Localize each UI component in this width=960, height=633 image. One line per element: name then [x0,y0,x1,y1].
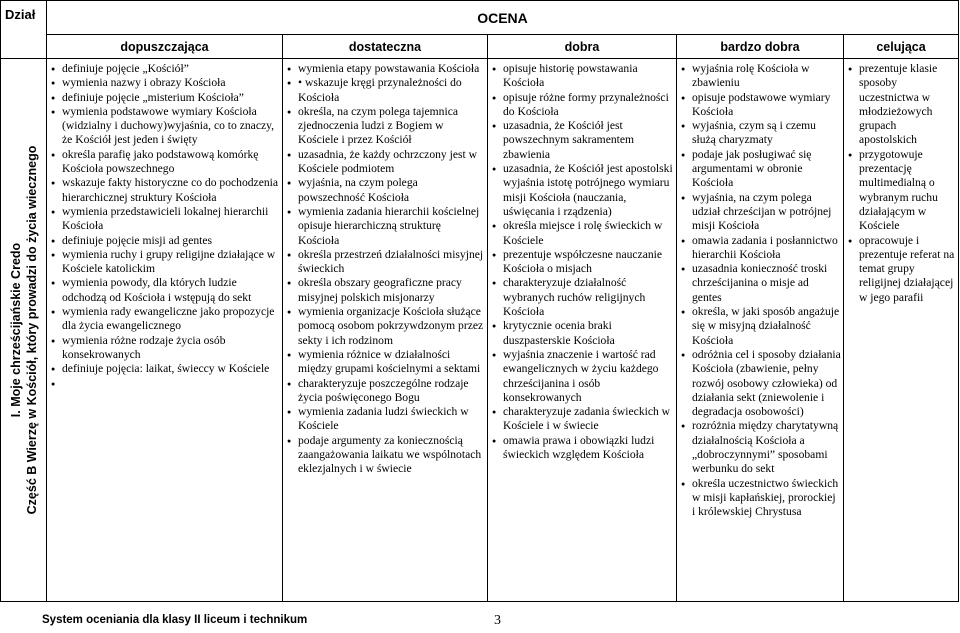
requirement-item: ● wskazuje fakty historyczne co do pochodzenia hierarchicznej struktury Kościoła [47,176,280,205]
requirement-item: ● wymienia zadania hierarchii kościelnej opisuje hierarchiczną strukturę Kościoła [283,205,485,248]
column-celujaca [844,59,959,602]
requirement-item: ● wymienia różne rodzaje życia osób konsekrowanych [47,334,280,363]
grade-header-bardzo-dobra: bardzo dobra [677,35,844,59]
header-ocena: OCENA [47,1,959,35]
requirement-item: ● prezentuje współczesne nauczanie Kościoła o misjach [488,248,674,277]
requirement-item: ● wymienia nazwy i obrazy Kościoła [47,76,280,90]
requirement-item: ● wymienia różnice w działalności między grupami kościelnymi a sektami [283,348,485,377]
footer-title: System oceniania dla klasy II liceum i technikum [42,614,308,626]
requirement-item: ● omawia zadania i posłannictwo hierarchii Kościoła [677,234,841,263]
requirement-item: ● uzasadnia, że Kościół jest apostolski wyjaśnia istotę potrójnego wymiaru misji Kościoła (nauczania, uświęcania i rządzenia) [488,162,674,219]
requirement-item: ● wymienia etapy powstawania Kościoła [283,62,485,76]
grade-header-dobra: dobra [488,35,677,59]
header-dzial: Dział [1,1,47,59]
requirement-item: ● wymienia ruchy i grupy religijne działające w Kościele katolickim [47,248,280,277]
column-dopuszczajaca [47,59,283,602]
requirement-item: ● definiuje pojęcie „Kościół” [47,62,280,76]
requirement-item: ● wymienia organizacje Kościoła służące pomocą osobom pokrzywdzonym przez sekty i ich rodzinom [283,305,485,348]
grade-header-dostateczna: dostateczna [283,35,488,59]
requirement-item: ● charakteryzuje poszczególne rodzaje życia poświęconego Bogu [283,377,485,406]
requirement-item: ● określa, na czym polega tajemnica zjednoczenia ludzi z Bogiem w Kościele i przez Kościół [283,105,485,148]
section-title: I. Moje chrześcijańskie Credo [8,242,23,418]
requirement-item: ● omawia prawa i obowiązki ludzi świeckich względem Kościoła [488,434,674,463]
requirement-item: ● opisuje historię powstawania Kościoła [488,62,674,91]
requirement-item: ● definiuje pojęcie misji ad gentes [47,234,280,248]
requirement-item: ● wyjaśnia rolę Kościoła w zbawieniu [677,62,841,91]
requirement-item: ● określa parafię jako podstawową komórkę Kościoła powszechnego [47,148,280,177]
requirement-item: ● wymienia rady ewangeliczne jako propozycje dla życia ewangelicznego [47,305,280,334]
requirement-item: ● wymienia podstawowe wymiary Kościoła (widzialny i duchowy)wyjaśnia, co to znaczy, że Kościół jest jeden i święty [47,105,280,148]
requirement-item: ● określa przestrzeń działalności misyjnej świeckich [283,248,485,277]
requirement-item: ● wyjaśnia znaczenie i wartość rad ewangelicznych w życiu każdego chrześcijanina i osób konsekrowanych [488,348,674,405]
requirement-item: ● uzasadnia konieczność troski chrześcijanina o misje ad gentes [677,262,841,305]
requirement-item: ● krytycznie ocenia braki duszpasterskie Kościoła [488,319,674,348]
section-part: Część B Wierzę w Kościół, który prowadzi do życia wiecznego [24,145,39,515]
requirement-item: ● • wskazuje kręgi przynależności do Kościoła [283,76,485,105]
requirement-item: ● opisuje różne formy przynależności do Kościoła [488,91,674,120]
requirement-item: ● wymienia przedstawicieli lokalnej hierarchii Kościoła [47,205,280,234]
requirement-item: ● określa obszary geograficzne pracy misyjnej polskich misjonarzy [283,276,485,305]
requirement-item: ● charakteryzuje działalność wybranych ruchów religijnych Kościoła [488,276,674,319]
requirement-item: ● prezentuje klasie sposoby uczestnictwa w młodzieżowych grupach apostolskich [844,62,956,148]
requirement-item: ● podaje jak posługiwać się argumentami w obronie Kościoła [677,148,841,191]
requirement-item: ● definiuje pojęcia: laikat, świeccy w Kościele [47,362,280,376]
requirement-item: ● charakteryzuje zadania świeckich w Kościele i w świecie [488,405,674,434]
column-dostateczna [283,59,488,602]
section-cell [1,59,47,602]
section-vertical-title [8,146,40,515]
requirement-item: ● określa miejsce i rolę świeckich w Kościele [488,219,674,248]
page-number: 3 [494,613,501,628]
requirement-item: ● odróżnia cel i sposoby działania Kościoła (zbawienie, pełny rozwój osobowy człowieka) od działania sekt (zniewolenie i degradacja osobowości) [677,348,841,419]
requirement-item: ● uzasadnia, że Kościół jest powszechnym sakramentem zbawienia [488,119,674,162]
requirement-item: ● rozróżnia między charytatywną działalnością Kościoła a „dobroczynnymi” sposobami werbunku do sekt [677,419,841,476]
requirement-item: ● przygotowuje prezentację multimedialną o wybranym ruchu działającym w Kościele [844,148,956,234]
requirement-item: ● definiuje pojęcie „misterium Kościoła” [47,91,280,105]
requirement-item: ● określa uczestnictwo świeckich w misji kapłańskiej, prorockiej i królewskiej Chrystusa [677,477,841,520]
requirement-item: ● podaje argumenty za koniecznością zaangażowania laikatu we wspólnotach eklezjalnych i w świecie [283,434,485,477]
requirement-item: ● wymienia powody, dla których ludzie odchodzą od Kościoła i wstępują do sekt [47,276,280,305]
column-dobra [488,59,677,602]
requirement-item: ● wyjaśnia, czym są i czemu służą charyzmaty [677,119,841,148]
requirement-item: ● wyjaśnia, na czym polega udział chrześcijan w potrójnej misji Kościoła [677,191,841,234]
requirement-item: ● określa, w jaki sposób angażuje się w misyjną działalność Kościoła [677,305,841,348]
requirement-item: ● wyjaśnia, na czym polega powszechność Kościoła [283,176,485,205]
grade-header-celujaca: celująca [844,35,959,59]
requirement-item: ● opracowuje i prezentuje referat na temat grupy religijnej działającej w jego parafii [844,234,956,305]
requirement-item: ● uzasadnia, że każdy ochrzczony jest w Kościele podmiotem [283,148,485,177]
requirement-item: ● opisuje podstawowe wymiary Kościoła [677,91,841,120]
column-bardzo-dobra [677,59,844,602]
requirement-item: ● wymienia zadania ludzi świeckich w Kościele [283,405,485,434]
grade-header-dopuszczajaca: dopuszczająca [47,35,283,59]
